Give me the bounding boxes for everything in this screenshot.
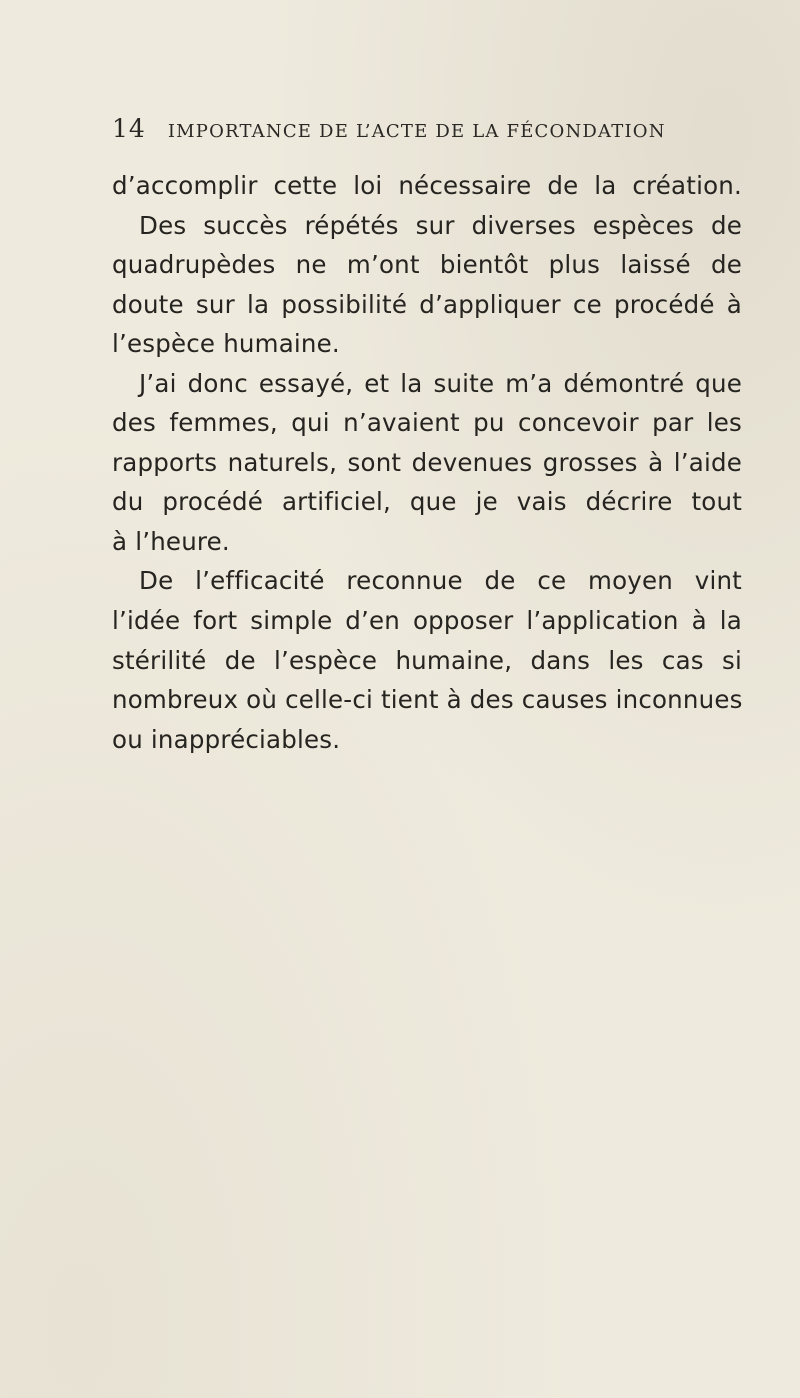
body-text <box>112 166 742 759</box>
text-line: quadrupèdes ne m’ont bientôt plus laissé de <box>112 250 742 280</box>
text-line: l’espèce humaine. <box>112 329 340 359</box>
text-line: doute sur la possibilité d’appliquer ce procédé à <box>112 289 742 319</box>
running-head <box>112 114 752 144</box>
text-line: ou inappréciables. <box>112 724 341 754</box>
chapter-title: IMPORTANCE DE L’ACTE DE LA FÉCONDATION <box>167 121 666 142</box>
text-line: De l’efficacité reconnue de ce moyen vint <box>139 566 742 596</box>
text-line: l’idée fort simple d’en opposer l’application à la <box>112 606 742 636</box>
text-line: Des succès répétés sur diverses espèces de <box>139 210 742 240</box>
text-line: à l’heure. <box>112 526 230 556</box>
text-line: stérilité de l’espèce humaine, dans les cas si <box>112 645 742 675</box>
text-line: d’accomplir cette loi nécessaire de la création. <box>112 171 742 200</box>
text-line: nombreux où celle-ci tient à des causes inconnues <box>112 685 743 715</box>
text-line: des femmes, qui n’avaient pu concevoir par les <box>112 408 742 438</box>
page-number: 14 <box>112 114 146 143</box>
text-line: J’ai donc essayé, et la suite m’a démontré que <box>139 368 742 398</box>
text-line: du procédé artificiel, que je vais décrire tout <box>112 487 742 517</box>
text-line: rapports naturels, sont devenues grosses à l’aide <box>112 447 742 477</box>
